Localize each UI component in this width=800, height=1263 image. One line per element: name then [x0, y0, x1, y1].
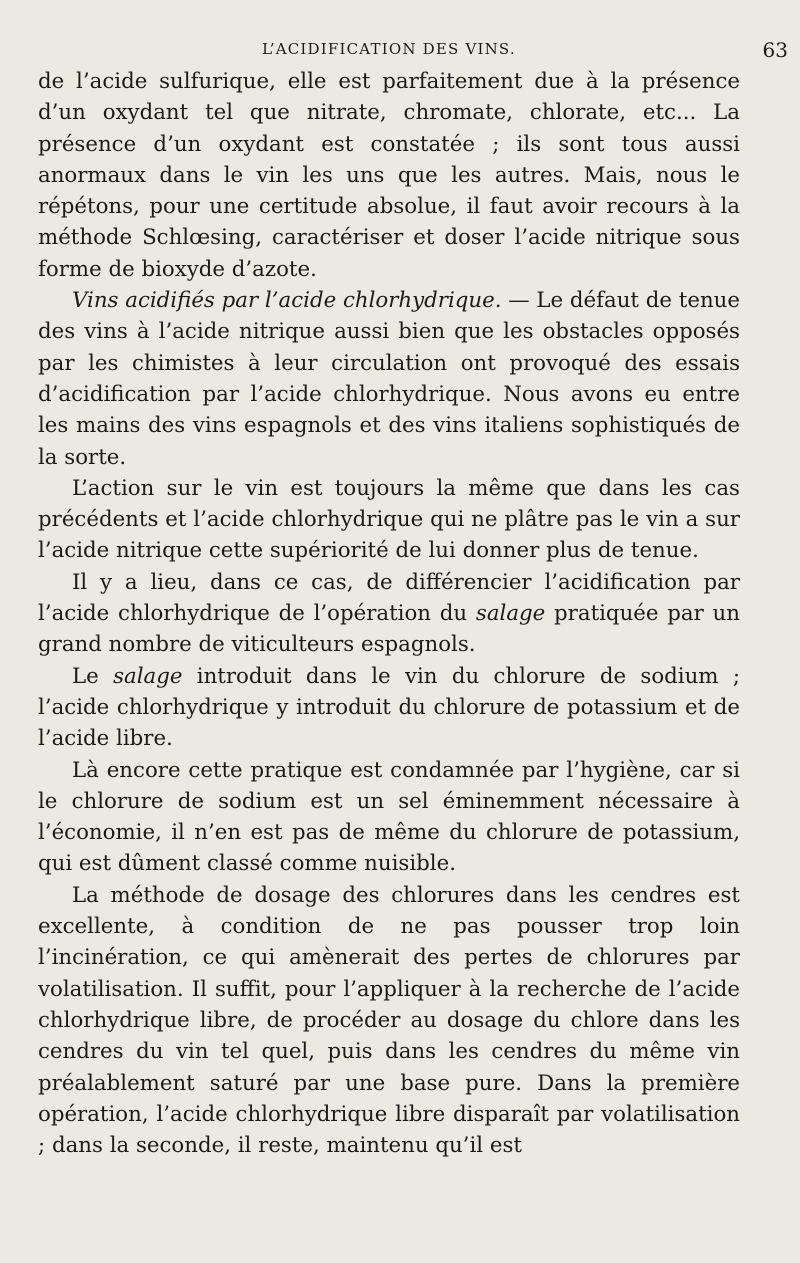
paragraph-1 [38, 66, 740, 285]
paragraph-6 [38, 755, 740, 880]
section-heading: Vins acidifiés par l’acide chlorhydrique. [72, 288, 502, 314]
paragraph-6-text: Là encore cette pratique est condamnée par l’hygiène, car si le chlorure de sodium est un sel éminemment nécessaire à l’économie, il n’en est pas de même du chlorure de potassium, qui est dûment classé comme nuisible. [38, 757, 740, 877]
paragraph-3 [38, 473, 740, 567]
paragraph-4 [38, 567, 740, 661]
paragraph-4-text-a: Il y a lieu, dans ce cas, de différencier l’acidification par l’acide chlorhydrique de l’opération du [38, 569, 740, 627]
paragraph-5-text-b: introduit dans le vin du chlorure de sodium ; l’acide chlorhydrique y introduit du chlorure de potassium et de l’acide libre. [38, 663, 740, 752]
paragraph-4-text-b: pratiquée par un grand nombre de viticulteurs espagnols. [38, 601, 740, 658]
paragraph-5 [38, 661, 740, 755]
paragraph-7 [38, 880, 740, 1162]
paragraph-1-text: de l’acide sulfurique, elle est parfaitement due à la présence d’un oxydant tel que nitrate, chromate, chlorate, etc... La présence d’un oxydant est constatée ; ils sont tous aussi anormaux dans le vin les uns que les autres. Mais, nous le répétons, pour une certitude absolue, il faut avoir recours à la méthode Schlœsing, caractériser et doser l’acide nitrique sous forme de bioxyde d’azote. [38, 69, 740, 282]
paragraph-5-text-a: Le [72, 663, 114, 689]
paragraph-7-text: La méthode de dosage des chlorures dans les cendres est excellente, à condition de ne pas pousser trop loin l’incinération, ce qui amènerait des pertes de chlorures par volatilisation. Il suffit, pour l’appliquer à la recherche de l’acide chlorhydrique libre, de procéder au dosage du chlore dans les cendres du vin tel quel, puis dans les cendres du même vin préalablement saturé par une base pure. Dans la première opération, l’acide chlorhydrique libre disparaît par volatilisation ; dans la seconde, il reste, maintenu qu’il est [38, 882, 740, 1159]
running-title: L’ACIDIFICATION DES VINS. [262, 40, 516, 58]
running-head [38, 30, 788, 66]
page-number: 63 [762, 38, 788, 62]
paragraph-3-text: L’action sur le vin est toujours la même que dans les cas précédents et l’acide chlorhydrique qui ne plâtre pas le vin a sur l’acide nitrique cette supériorité de lui donner plus de tenue. [38, 475, 740, 564]
body-text [38, 66, 740, 1161]
paragraph-5-italic-term: salage [113, 663, 183, 689]
paragraph-2 [38, 285, 740, 473]
paragraph-4-italic-term: salage [475, 601, 546, 627]
paragraph-2-text: — Le défaut de tenue des vins à l’acide nitrique aussi bien que les obstacles opposés par les chimistes à leur circulation ont provoqué des essais d’acidification par l’acide chlorhydrique. Nous avons eu entre les mains des vins espagnols et des vins italiens sophistiqués de la sorte. [38, 288, 740, 470]
